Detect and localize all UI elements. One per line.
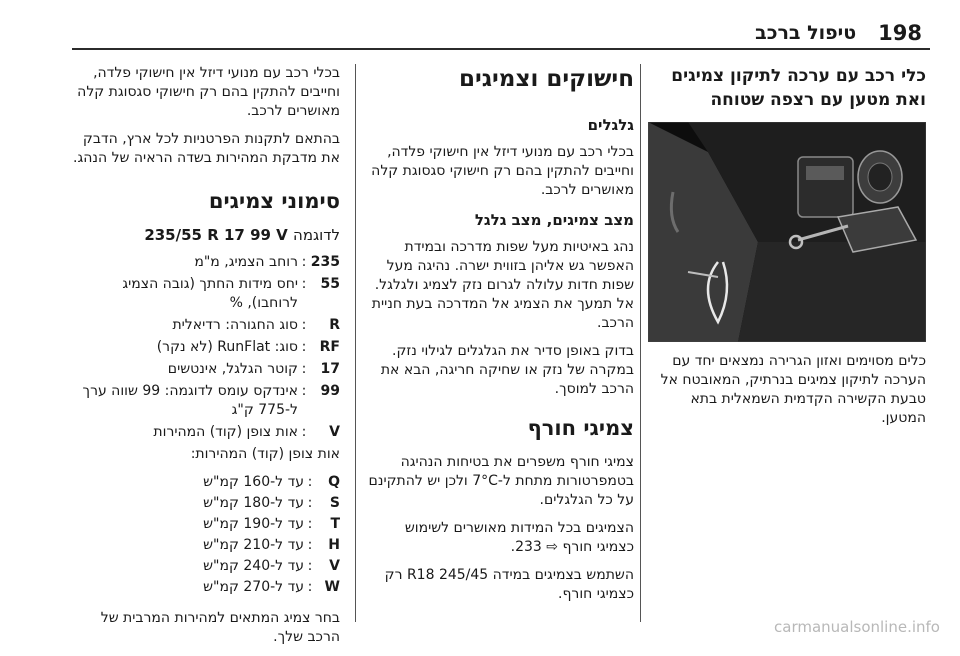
designation-row-key: 17	[320, 361, 340, 377]
designation-row-key: 235	[310, 254, 340, 270]
designation-row-value: יחס מידות החתך (גובה הצמיג לרוחבו), %	[122, 276, 298, 311]
wheels-text: בכלי רכב עם מנועי דיזל אין חישוקי פלדה, וחייבים להתקין בהם רק חישוקי סגסוגת קלה מאושרים לרכב.	[371, 144, 634, 198]
speed-row	[72, 536, 340, 555]
speed-row-key: V	[329, 558, 340, 574]
speed-row-value: עד ל-180 קמ"ש	[203, 495, 304, 511]
designation-row-value: אינדקס עומס לדוגמה: 99 שווה ערך ל-775 ק"ג	[82, 383, 298, 418]
header-rule	[72, 48, 930, 50]
designation-row-key: V	[329, 424, 340, 440]
designation-row	[72, 275, 340, 313]
speed-row	[72, 578, 340, 597]
speed-row-value: עד ל-270 קמ"ש	[203, 579, 304, 595]
tyre-condition-heading: מצב צמיגים, מצב גלגל	[474, 211, 634, 229]
designation-row-separator: :	[301, 317, 307, 333]
speed-row	[72, 473, 340, 492]
speed-row-value: עד ל-190 קמ"ש	[203, 516, 304, 532]
designation-list	[72, 253, 340, 442]
speed-row-key: S	[329, 495, 340, 511]
tyre-designations-heading: סימוני צמיגים	[208, 189, 340, 213]
speed-row-key: Q	[328, 474, 340, 490]
designation-row-key: RF	[319, 339, 340, 355]
speed-row	[72, 515, 340, 534]
middle-column	[364, 64, 634, 613]
speed-row-value: עד ל-240 קמ"ש	[203, 558, 304, 574]
designation-row-key: R	[329, 317, 340, 333]
speed-row-separator: :	[307, 558, 313, 574]
designation-row-value: סוג: RunFlat (לא נקר)	[156, 339, 298, 355]
right-column	[648, 64, 926, 437]
designation-row	[72, 360, 340, 379]
example-code-value: 235/55 R 17 99 V	[144, 226, 288, 244]
designation-row	[72, 338, 340, 357]
speed-code-intro: אות צופן (קוד) המהירות:	[190, 446, 340, 462]
trunk-photo	[648, 122, 926, 342]
speed-row-separator: :	[307, 474, 313, 490]
speed-label-text: בהתאם לתקנות הפרטניות לכל ארץ, הדבק את מדבקת המהירות בשדה הראיה של הנהג.	[73, 131, 340, 166]
designation-row-separator: :	[301, 276, 307, 292]
designation-row-separator: :	[301, 361, 307, 377]
designation-row-separator: :	[301, 254, 307, 270]
example-prefix: לדוגמה	[293, 226, 340, 244]
tool-kit-text: כלים מסוימים ואזון הגרירה נמצאים יחד עם הערכה לתיקון צמיגים בנרתיק, המאובטח אל טבעת הקשירה הקדמית השמאלית בתא המטען.	[660, 353, 926, 426]
designation-row-separator: :	[301, 383, 307, 399]
designation-row-value: קוטר הגלגל, אינטשים	[167, 361, 298, 377]
speed-row-separator: :	[307, 495, 313, 511]
section-title: טיפול ברכב	[755, 22, 857, 44]
winter-tyres-text-1: צמיגי חורף משפרים את בטיחות הנהיגה בטמפרטורות מתחת ל-7°C ולכן יש להתקינם על כל הגלגלים.	[368, 454, 634, 508]
speed-row	[72, 494, 340, 513]
example-code	[72, 226, 340, 245]
page-number: 198	[878, 21, 922, 45]
tyre-condition-text-2: בדוק באופן סדיר את הגלגלים לגילוי נזק. במקרה של נזק או שחיקה חריגה, הבא את הרכב למוסך.	[380, 343, 634, 397]
diesel-wheels-text: בכלי רכב עם מנועי דיזל אין חישוקי פלדה, וחייבים להתקין בהם רק חישוקי סגסוגת קלה מאושרים לרכב.	[77, 65, 340, 119]
designation-row-separator: :	[301, 424, 307, 440]
designation-row-key: 99	[320, 383, 340, 399]
designation-row-key: 55	[320, 276, 340, 292]
speed-code-list	[72, 473, 340, 597]
column-divider	[640, 64, 641, 622]
column-divider	[355, 64, 356, 622]
tool-kit-heading: כלי רכב עם ערכה לתיקון צמיגים ואת מטען עם רצפה שטוחה	[671, 66, 926, 110]
wheels-heading: גלגלים	[587, 116, 634, 134]
designation-row-value: אות צופן (קוד) המהירות	[153, 424, 298, 440]
designation-row-value: סוג החגורה: רדיאלית	[172, 317, 298, 333]
watermark: carmanualsonline.info	[774, 618, 940, 636]
designation-row	[72, 382, 340, 420]
trunk-photo-illustration	[648, 122, 926, 342]
winter-tyres-text-2: הצמיגים בכל המידות מאושרים לשימוש כצמיגי חורף ⇨ 233.	[404, 520, 634, 555]
speed-row-separator: :	[307, 516, 313, 532]
closing-text: בחר צמיג המתאים למהירות המרבית של הרכב שלך.	[100, 610, 340, 645]
speed-row-separator: :	[307, 579, 313, 595]
designation-row-value: רוחב הצמיג, מ"מ	[194, 254, 298, 270]
speed-row	[72, 557, 340, 576]
designation-row-separator: :	[301, 339, 307, 355]
speed-row-value: עד ל-160 קמ"ש	[203, 474, 304, 490]
designation-row	[72, 253, 340, 272]
tyre-condition-text-1: נהג באיטיות מעל שפות מדרכה ובמידת האפשר גש אליהן בזווית ישרה. נהיגה מעל שפות חדות עלולה לגרום נזק לצמיג ולגלגל. אל תמעך את הצמיג אל המדרכה בעת חניית הרכב.	[371, 239, 634, 331]
speed-row-separator: :	[307, 537, 313, 553]
speed-row-key: T	[330, 516, 340, 532]
speed-row-key: W	[324, 579, 340, 595]
winter-tyres-text-3: השתמש בצמיגים במידה 245/45 R18 רק כצמיגי חורף.	[384, 567, 634, 602]
designation-row	[72, 423, 340, 442]
page-header	[72, 18, 922, 48]
winter-tyres-heading: צמיגי חורף	[527, 416, 634, 440]
left-column	[72, 64, 340, 656]
speed-row-key: H	[328, 537, 340, 553]
designation-row	[72, 316, 340, 335]
speed-row-value: עד ל-210 קמ"ש	[203, 537, 304, 553]
wheels-tyres-title: חישוקים וצמיגים	[458, 66, 634, 92]
